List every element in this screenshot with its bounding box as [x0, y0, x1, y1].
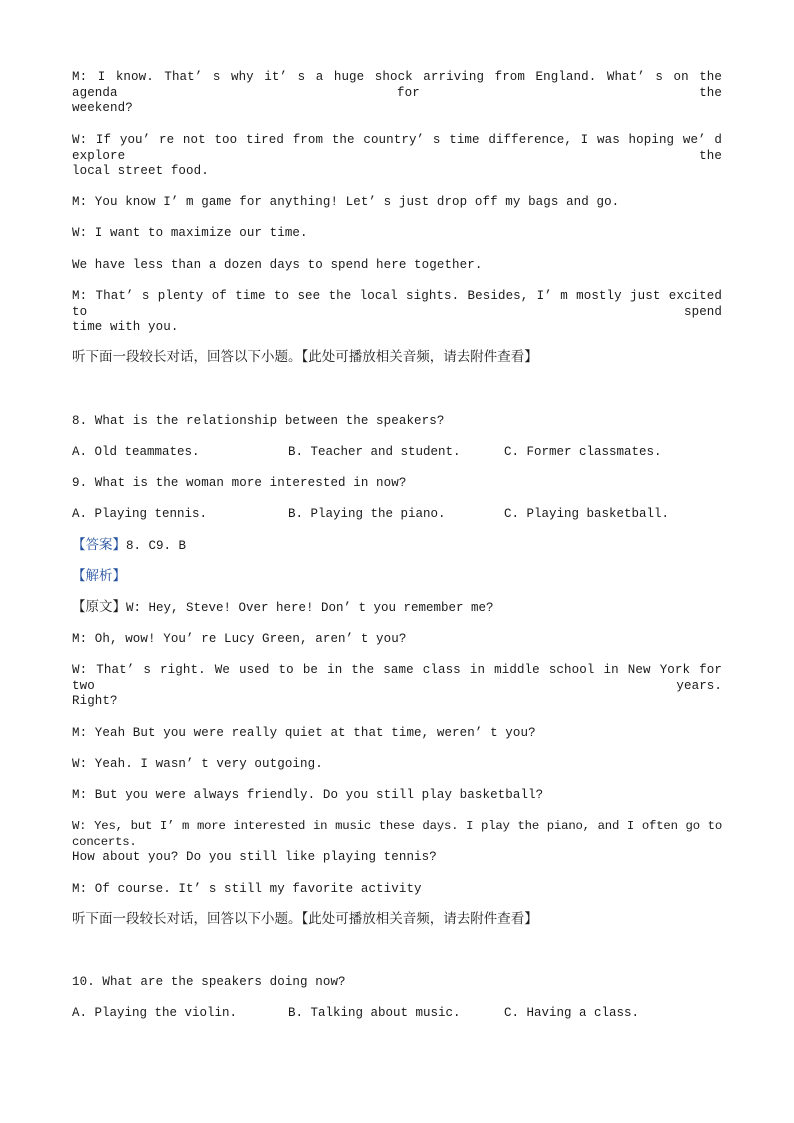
transcript-line: M: Oh, wow! You’ re Lucy Green, aren’ t you? [72, 632, 407, 646]
dialogue-line: M: You know I’ m game for anything! Let’ s just drop off my bags and go. [72, 195, 620, 209]
transcript-line: W: Yeah. I wasn’ t very outgoing. [72, 757, 323, 771]
transcript-line: W: Yes, but I’ m more interested in music these days. I play the piano, and I often go to concerts. [72, 819, 722, 849]
dialogue-line: weekend? [72, 101, 133, 115]
q9-option-c: C. Playing basketball. [504, 507, 670, 521]
dialogue-line: time with you. [72, 320, 179, 334]
transcript-line: M: Of course. It’ s still my favorite activity [72, 882, 422, 896]
q10-option-c: C. Having a class. [504, 1006, 640, 1020]
q10-option-b: B. Talking about music. [288, 1006, 461, 1020]
dialogue-line: W: If you’ re not too tired from the country’ s time difference, I was hoping we’ d explore the [72, 133, 722, 163]
question-9: 9. What is the woman more interested in now? [72, 476, 407, 490]
listening-instruction: 听下面一段较长对话，回答以下小题。【此处可播放相关音频，请去附件查看】 [72, 349, 538, 365]
transcript-text: W: Hey, Steve! Over here! Don’ t you remember me? [126, 601, 494, 615]
dialogue-line: W: I want to maximize our time. [72, 226, 308, 240]
dialogue-line: M: That’ s plenty of time to see the local sights. Besides, I’ m mostly just excited to spend [72, 289, 722, 319]
transcript-line: Right? [72, 694, 118, 708]
transcript-first-line [72, 598, 494, 617]
listening-instruction: 听下面一段较长对话，回答以下小题。【此处可播放相关音频，请去附件查看】 [72, 911, 538, 927]
transcript-line: W: That’ s right. We used to be in the same class in middle school in New York for two years. [72, 663, 722, 693]
dialogue-line: local street food. [72, 164, 209, 178]
q9-option-a: A. Playing tennis. [72, 507, 208, 521]
analysis-tag: 【解析】 [72, 568, 126, 584]
q8-option-b: B. Teacher and student. [288, 445, 461, 459]
answer-text: 8. C9. B [126, 539, 187, 553]
transcript-line: M: But you were always friendly. Do you still play basketball? [72, 788, 544, 802]
transcript-tag: 【原文】 [72, 599, 126, 615]
answer-line [72, 536, 186, 555]
transcript-line: M: Yeah But you were really quiet at that time, weren’ t you? [72, 726, 536, 740]
question-8: 8. What is the relationship between the speakers? [72, 414, 445, 428]
dialogue-line: M: I know. That’ s why it’ s a huge shock arriving from England. What’ s on the agenda for the [72, 70, 722, 100]
q8-option-a: A. Old teammates. [72, 445, 200, 459]
q9-option-b: B. Playing the piano. [288, 507, 446, 521]
answer-tag: 【答案】 [72, 537, 126, 553]
question-10: 10. What are the speakers doing now? [72, 975, 346, 989]
transcript-line: How about you? Do you still like playing tennis? [72, 850, 437, 864]
q8-option-c: C. Former classmates. [504, 445, 662, 459]
q10-option-a: A. Playing the violin. [72, 1006, 238, 1020]
dialogue-line: We have less than a dozen days to spend here together. [72, 258, 483, 272]
